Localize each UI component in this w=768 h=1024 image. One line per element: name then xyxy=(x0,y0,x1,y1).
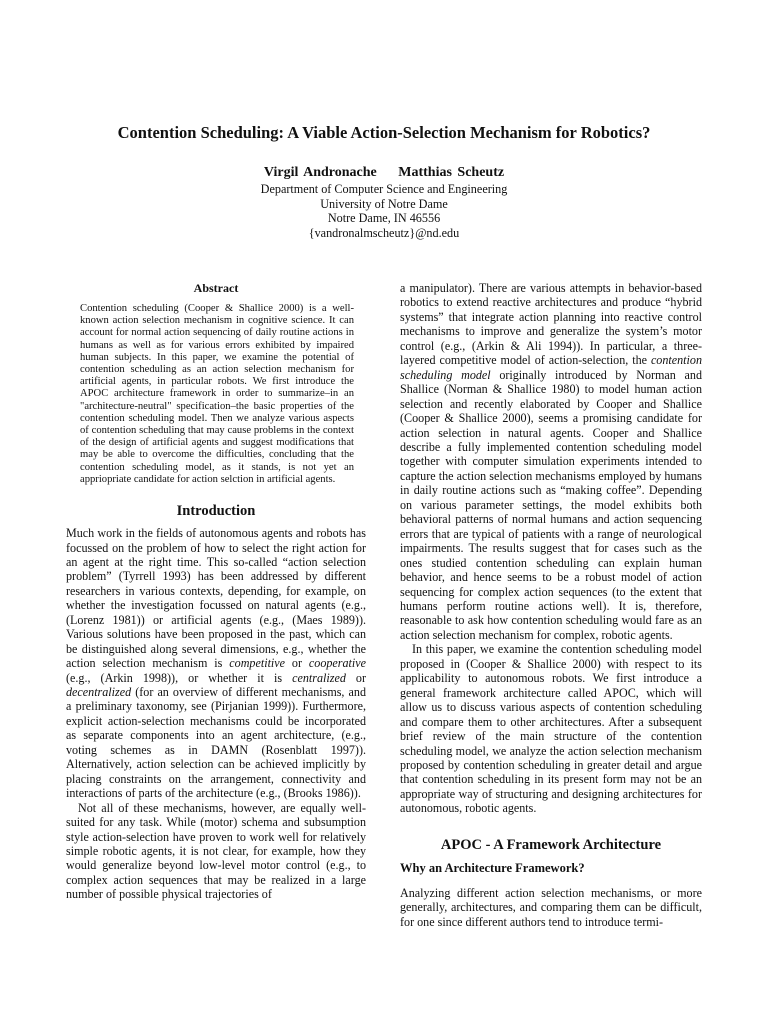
affiliation-department: Department of Computer Science and Engineering xyxy=(260,182,508,196)
left-column xyxy=(66,281,366,902)
author-list xyxy=(40,164,728,182)
introduction-paragraph: Not all of these mechanisms, however, are equally well-suited for any task. While (motor) schema and subsumption style action-selection have proven to work well for relatively simple robotic agents, it is not clear, for example, how they would generalize beyond low-level motor control (e.g., to complex action sequences that may be realized in a large number of possible physical trajectories of xyxy=(66,800,366,902)
abstract-heading: Abstract xyxy=(193,281,239,295)
introduction-heading: Introduction xyxy=(176,503,256,520)
author-name: Matthias Scheutz xyxy=(398,165,505,180)
apoc-subheading: Why an Architecture Framework? xyxy=(400,860,585,875)
apoc-paragraph: Analyzing different action selection mechanisms, or more generally, architectures, and comparing them can be difficult, for one since different authors tend to introduce termi- xyxy=(400,885,702,929)
introduction-paragraph: Much work in the fields of autonomous agents and robots has focussed on the problem of how to select the right action for an agent at the right time. This so-called “action selection problem” (Tyrrell 1993) has been addressed by different researchers in various contexts, depending, for example, on whether the investigation focussed on natural agents (e.g., (Lorenz 1981)) or artificial agents (e.g., (Maes 1989)). Various solutions have been proposed in the past, which can be distinguished along several dimensions, e.g., whether the action selection mechanism is competitive or cooperative (e.g., (Arkin 1998)), or whether it is centralized or decentralized (for an overview of different mechanisms, and a preliminary taxonomy, see (Pirjanian 1999)). Furthermore, explicit action-selection mechanisms could be incorporated as separate components into an agent architecture, (e.g., voting schemes as in DAMN (Rosenblatt 1997)). Alternatively, action selection can be achieved implicitly by placing constraints on the arrangement, connectivity and interactions of parts of the architecture (e.g., (Brooks 1986)). xyxy=(66,526,366,801)
apoc-heading: APOC - A Framework Architecture xyxy=(440,836,662,853)
right-column xyxy=(400,281,702,929)
author-name: Virgil Andronache xyxy=(263,165,377,180)
affiliation xyxy=(40,182,728,240)
introduction-paragraph: In this paper, we examine the contention scheduling model proposed in (Cooper & Shallice 2000) with respect to its applicability to autonomous robots. We first introduce a general framework architecture called APOC, which will allow us to discuss various aspects of contention scheduling and compare them to other architectures. After a subsequent brief review of the main structure of the contention scheduling model, we analyze the action selection mechanism proposed by contention scheduling in greater detail and argue that contention scheduling in its present form may not be an appropriate way of structuring and designing architectures for autonomous, robotic agents. xyxy=(400,642,702,816)
paper-title: Contention Scheduling: A Viable Action-Selection Mechanism for Robotics? xyxy=(117,123,651,142)
affiliation-email: {vandronalmscheutz}@nd.edu xyxy=(308,225,460,240)
affiliation-address: Notre Dame, IN 46556 xyxy=(327,211,441,226)
introduction-paragraph: a manipulator). There are various attempts in behavior-based robotics to extend reactive architectures and produce “hybrid systems” that integrate action planning into reactive control mechanisms to improve and generalize the system’s motor control (e.g., (Arkin & Ali 1994)). In particular, a three-layered competitive model of action-selection, the contention scheduling model originally introduced by Norman and Shallice (Norman & Shallice 1980) to model human action selection and recently elaborated by Cooper and Shallice (Cooper & Shallice 2000), seems a promising candidate for action selection in natural agents. Cooper and Shallice describe a fully implemented contention scheduling model together with computer simulation experiments intended to capture the action selection mechanisms employed by humans in daily routine actions such as “making coffee”. Depending on various parameter settings, the model exhibits both behavioral patterns of normal humans and action sequencing errors that are typical of patients with a range of neurological impairments. The results suggest that for cases such as the ones studied contention scheduling can explain human behavior, and hence seems to be a robust model of action sequencing for complex action sequences (to the extent that humans perform routine actions well). It is, therefore, reasonable to ask how contention scheduling would fare as an action selection mechanism for complex, robotic agents. xyxy=(400,281,702,642)
abstract-text: Contention scheduling (Cooper & Shallice 2000) is a well-known action selection mechanism in cognitive science. It can account for normal action sequencing of daily routine actions in humans as well as for various errors exhibited by impaired human subjects. In this paper, we examine the potential of contention scheduling as an action selection mechanism for artificial agents, in particular robots. We first introduce the APOC architecture framework in order to summarize–in an "architecture-neutral" specification–the basic properties of the contention scheduling model. Then we analyze various aspects of contention scheduling that may cause problems in the context of the design of artificial agents and suggest modifications that may be able to overcome the difficulties, concluding that the contention scheduling model, as it stands, is not yet an appriopriate candidate for action selction in artificial agents. xyxy=(80,303,354,485)
affiliation-university: University of Notre Dame xyxy=(320,196,448,211)
